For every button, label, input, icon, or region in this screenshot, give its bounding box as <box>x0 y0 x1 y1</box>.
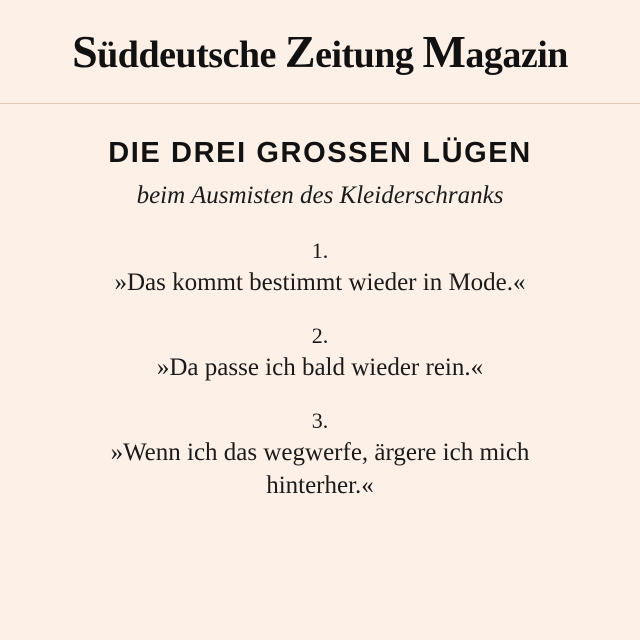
list-item-number: 1. <box>311 237 329 263</box>
logo-text-agazin: agazin <box>465 34 568 76</box>
list-item <box>30 237 610 300</box>
list-item-number: 3. <box>311 407 329 433</box>
logo-text-ueddeutsche: üddeutsche <box>97 34 285 76</box>
list-item <box>30 407 610 503</box>
masthead <box>0 0 640 104</box>
list-item-number: 2. <box>311 322 329 348</box>
article-content <box>0 104 640 640</box>
page-title: DIE DREI GROSSEN LÜGEN <box>108 137 532 169</box>
logo-letter-z: Z <box>284 26 316 77</box>
logo-letter-s: S <box>72 26 98 77</box>
logo-letter-m: M <box>422 26 466 77</box>
magazine-logo <box>72 25 568 78</box>
lies-list <box>30 237 610 503</box>
list-item-quote: »Das kommt bestimmt wieder in Mode.« <box>114 269 526 297</box>
list-item-quote: »Da passe ich bald wieder rein.« <box>156 354 484 382</box>
list-item <box>30 322 610 385</box>
page-subtitle: beim Ausmisten des Kleiderschranks <box>136 181 504 209</box>
logo-text-eitung: eitung <box>315 34 423 76</box>
list-item-quote: »Wenn ich das wegwerfe, ärgere ich mich hinterher.« <box>110 439 530 499</box>
